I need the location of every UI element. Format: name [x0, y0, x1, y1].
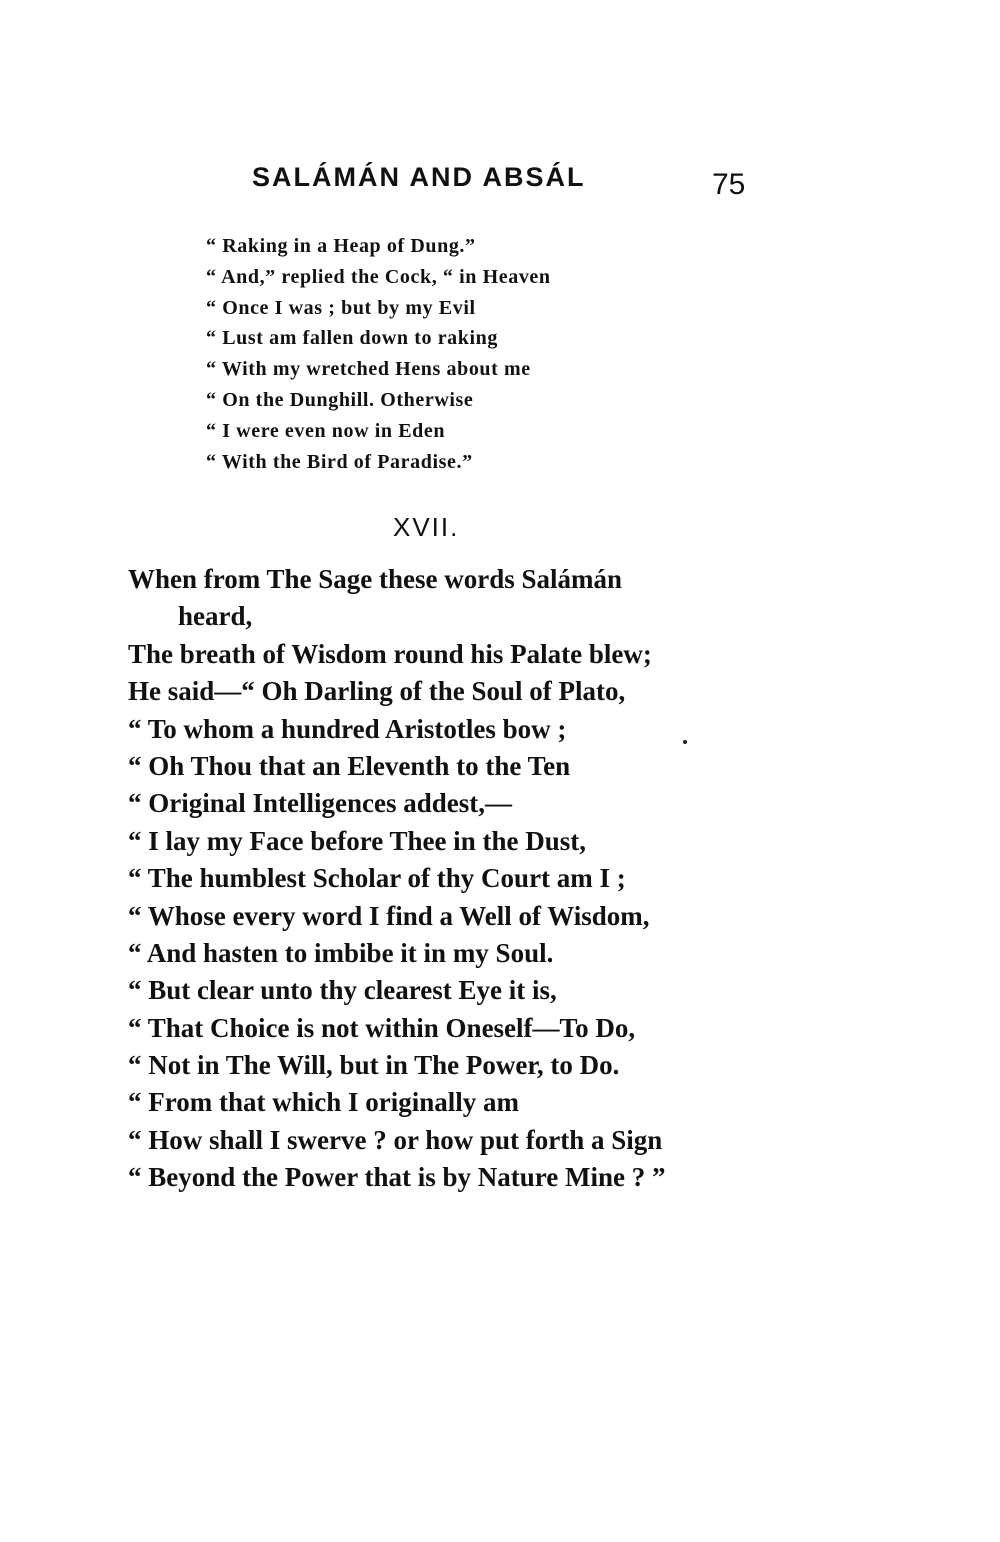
verse-main [128, 561, 665, 1197]
verse-line: “ And,” replied the Cock, “ in Heaven [206, 265, 551, 288]
verse-line: “ Beyond the Power that is by Nature Mine ? ” [128, 1162, 666, 1193]
verse-line: “ Whose every word I find a Well of Wisdom, [128, 900, 650, 931]
verse-line: “ And hasten to imbibe it in my Soul. [128, 937, 554, 968]
verse-line: “ The humblest Scholar of thy Court am I ; [128, 863, 626, 894]
verse-line: “ I lay my Face before Thee in the Dust, [128, 825, 586, 856]
verse-line: “ From that which I originally am [128, 1087, 519, 1118]
verse-line: “ I were even now in Eden [206, 419, 446, 442]
page-number: 75 [712, 168, 746, 201]
verse-line: “ How shall I swerve ? or how put forth a Sign [128, 1124, 663, 1155]
verse-line: “ That Choice is not within Oneself—To Do, [128, 1012, 636, 1043]
verse-line: “ Once I was ; but by my Evil [206, 296, 476, 319]
verse-line: “ Raking in a Heap of Dung.” [206, 235, 476, 257]
verse-line: The breath of Wisdom round his Palate blew; [128, 638, 652, 669]
verse-line: “ With my wretched Hens about me [206, 358, 531, 381]
verse-line: “ Not in The Will, but in The Power, to Do. [128, 1050, 620, 1081]
section-heading: XVII. [393, 512, 460, 542]
verse-line: “ With the Bird of Paradise.” [206, 450, 473, 473]
verse-line: When from The Sage these words Salámán [128, 564, 623, 594]
print-speck [683, 740, 687, 744]
verse-line: He said—“ Oh Darling of the Soul of Plato, [128, 676, 626, 707]
verse-top [206, 231, 551, 477]
verse-line: “ To whom a hundred Aristotles bow ; [128, 713, 567, 744]
verse-line: “ Lust am fallen down to raking [206, 327, 498, 350]
running-title: SALÁMÁN AND ABSÁL [252, 162, 586, 192]
verse-line-continuation: heard, [178, 601, 253, 632]
verse-line: “ Oh Thou that an Eleventh to the Ten [128, 750, 571, 781]
verse-line: “ Original Intelligences addest,— [128, 788, 512, 819]
verse-line: “ On the Dunghill. Otherwise [206, 388, 474, 411]
verse-line: “ But clear unto thy clearest Eye it is, [128, 975, 557, 1006]
